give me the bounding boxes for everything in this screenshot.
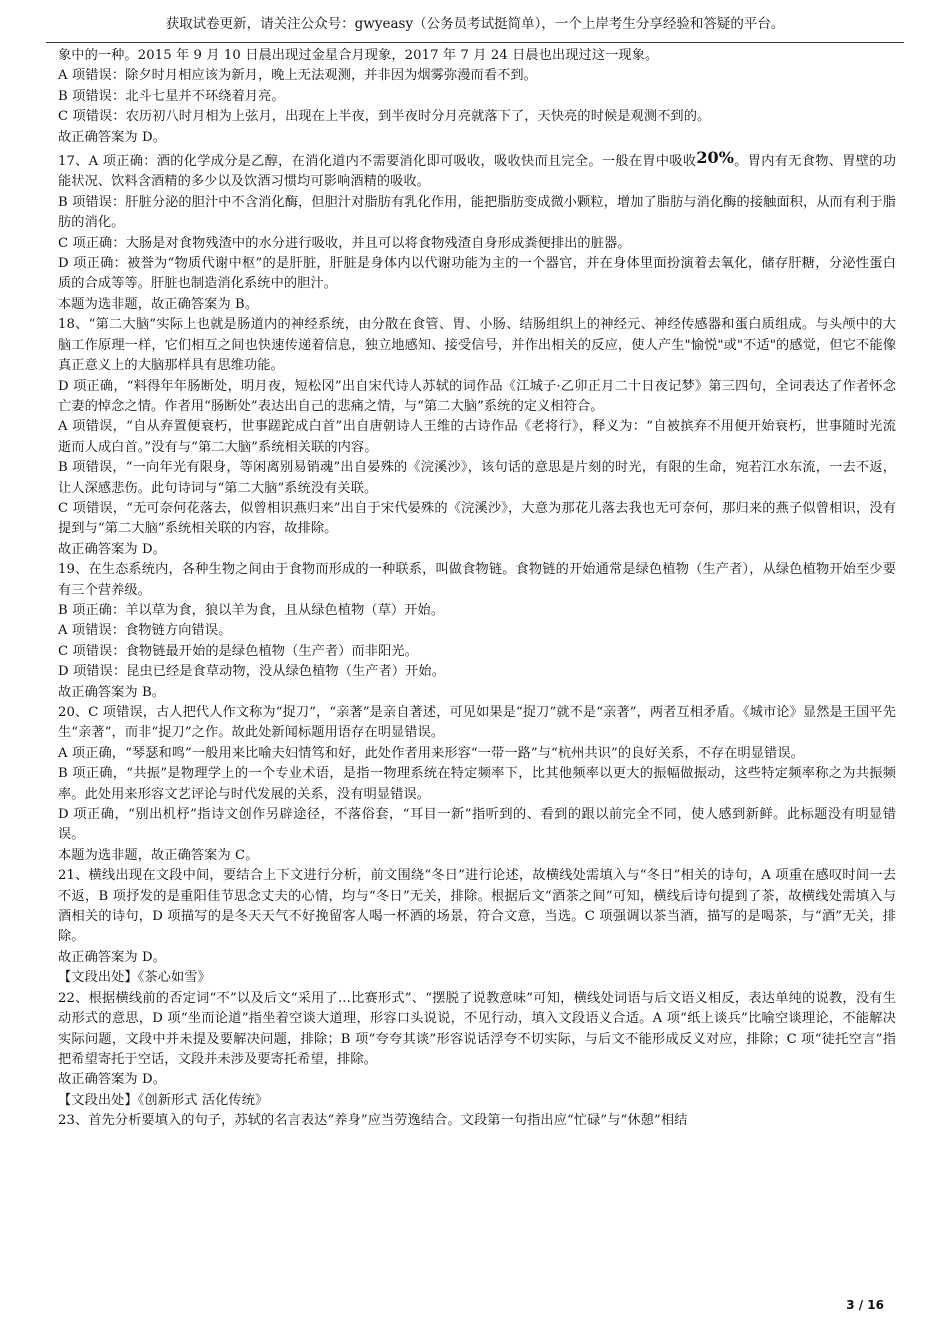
paragraph: B 项错误，“一向年光有限身，等闲离别易销魂”出自晏殊的《浣溪沙》，该句话的意思是片刻的时光，有限的生命，宛若江水东流，一去不返，让人深感悲伤。此句诗词与“第二大脑”系统没有关联。 (58, 460, 896, 496)
paragraph: 故正确答案为 B。 (58, 684, 166, 700)
paragraph: B 项正确：羊以草为食，狼以羊为食，且从绿色植物（草）开始。 (58, 602, 445, 618)
paragraph: B 项正确，“共振”是物理学上的一个专业术语，是指一物理系统在特定频率下，比其他频率以更大的振幅做振动，这些特定频率称之为共振频率。此处用来形容文艺评论与时代发展的关系，没有明显错误。 (58, 766, 896, 802)
header-divider (46, 42, 904, 43)
paragraph: B 项错误：北斗七星并不环绕着月亮。 (58, 88, 285, 104)
paragraph: 【文段出处】《茶心如雪》 (58, 970, 211, 986)
paragraph: A 项错误：食物链方向错误。 (58, 623, 232, 639)
paragraph: 21、横线出现在文段中间，要结合上下文进行分析，前文围绕“冬日”进行论述，故横线处需填入与“冬日”相关的诗句，A 项重在感叹时间一去不返，B 项抒发的是重阳佳节思念丈夫的心情，均与“冬日”无关，排除。根据后文“酒茶之间”可知，横线后诗句提到了茶，故横线处需填入与酒相关的诗句，D 项描写的是冬天天气不好挽留客人喝一杯酒的场景，符合文意，当选。C 项强调以茶当酒，描写的是喝茶，与“酒”无关，排除。 (58, 868, 896, 945)
paragraph: 故正确答案为 D。 (58, 129, 166, 145)
percent-figure: 20% (696, 148, 735, 168)
paragraph: C 项错误，“无可奈何花落去，似曾相识燕归来”出自于宋代晏殊的《浣溪沙》，大意为那花儿落去我也无可奈何，那归来的燕子似曾相识，没有提到与“第二大脑”系统相关联的内容，故排除。 (58, 500, 896, 537)
paragraph: D 项错误：昆虫已经是食草动物，没从绿色植物（生产者）开始。 (58, 664, 446, 680)
paragraph: A 项正确，“琴瑟和鸣”一般用来比喻夫妇情笃和好，此处作者用来形容“一带一路”与“杭州共识”的良好关系，不存在明显错误。 (58, 745, 804, 761)
paragraph: 【文段出处】《创新形式 活化传统》 (58, 1092, 269, 1108)
paragraph: 22、根据横线前的否定词“不”以及后文“采用了...比赛形式”、“摆脱了说教意味”可知，横线处词语与后文语义相反，表达单纯的说教，没有生动形式的意思，D 项“坐而论道”指坐着空谈大道理，形容口头说说，不见行动，填入文段语义合适。A 项“纸上谈兵”比喻空谈理论，不能解决实际问题，文段中并未提及要解决问题，排除；B 项“夸夸其谈”形容说话浮夸不切实际，与后文不能形成反义对应，排除；C 项“徒托空言”指把希望寄托于空话，文段并未涉及要寄托希望，排除。 (58, 990, 896, 1067)
document-body (58, 46, 896, 1132)
paragraph: C 项错误：农历初八时月相为上弦月，出现在上半夜，到半夜时分月亮就落下了，天快亮的时候是观测不到的。 (58, 109, 711, 125)
paragraph: B 项错误：肝脏分泌的胆汁中不含消化酶，但胆汁对脂肪有乳化作用，能把脂肪变成微小颗粒，增加了脂肪与消化酶的接触面积，从而有利于脂肪的消化。 (58, 194, 896, 231)
paragraph: D 项正确，“别出机杼”指诗文创作另辟途径，不落俗套，“耳目一新”指听到的、看到的跟以前完全不同，使人感到新鲜。此标题没有明显错误。 (58, 807, 896, 843)
page-number: 3 / 16 (846, 1298, 884, 1312)
paragraph: 象中的一种。2015 年 9 月 10 日晨出现过金星合月现象，2017 年 7 月 24 日晨也出现过这一现象。 (58, 48, 659, 63)
page-header: 获取试卷更新，请关注公众号：gwyeasy（公务员考试挺简单），一个上岸考生分享经验和答疑的平台。 (165, 16, 785, 32)
paragraph: D 项正确：被誉为“物质代谢中枢”的是肝脏，肝脏是身体内以代谢功能为主的一个器官，并在身体里面扮演着去氧化，储存肝糖，分泌性蛋白质的合成等等。肝脏也制造消化系统中的胆汁。 (58, 256, 896, 292)
paragraph: 20、C 项错误，古人把代人作文称为“捉刀”，“亲著”是亲自著述，可见如果是“捉刀”就不是“亲著”，两者互相矛盾。《城市论》显然是王国平先生“亲著”，而非“捉刀”之作。故此处新闻标题用语存在明显错误。 (58, 705, 896, 741)
paragraph: 故正确答案为 D。 (58, 1072, 166, 1088)
paragraph: 本题为选非题，故正确答案为 B。 (58, 296, 259, 312)
paragraph: 18、“第二大脑”实际上也就是肠道内的神经系统，由分散在食管、胃、小肠、结肠组织上的神经元、神经传感器和蛋白质组成。与头颅中的大脑工作原理一样，它们相互之间也快速传递着信息，独立地感知、接受信号，并作出相关的反应，使人产生"愉悦"或"不适"的感觉，但它不能像真正意义上的大脑那样具有思维功能。 (58, 317, 896, 374)
paragraph: 故正确答案为 D。 (58, 541, 166, 557)
paragraph: 本题为选非题，故正确答案为 C。 (58, 847, 259, 863)
paragraph: 23、首先分析要填入的句子，苏轼的名言表达“养身”应当劳逸结合。文段第一句指出应“忙碌”与“休憩”相结 (58, 1113, 688, 1129)
paragraph: C 项正确：大肠是对食物残渣中的水分进行吸收，并且可以将食物残渣自身形成粪便排出的脏器。 (58, 235, 631, 251)
paragraph: 17、A 项正确：酒的化学成分是乙醇，在消化道内不需要消化即可吸收，吸收快而且完全。一般在胃中吸收20%。胃内有无食物、胃壁的功能状况、饮料含酒精的多少以及饮酒习惯均可影响酒精的吸收。 (58, 148, 896, 190)
paragraph: 故正确答案为 D。 (58, 949, 166, 965)
paragraph: A 项错误，“自从弃置便衰朽，世事蹉跎成白首”出自唐朝诗人王维的古诗作品《老将行》，释义为：“自被摈弃不用便开始衰朽，世事随时光流逝而人成白首。”没有与“第二大脑”系统相关联的内容。 (58, 419, 896, 455)
paragraph: C 项错误：食物链最开始的是绿色植物（生产者）而非阳光。 (58, 643, 418, 659)
paragraph: 19、在生态系统内，各种生物之间由于食物而形成的一种联系，叫做食物链。食物链的开始通常是绿色植物（生产者），从绿色植物开始至少要有三个营养级。 (58, 562, 896, 598)
paragraph: D 项正确，“料得年年肠断处，明月夜，短松冈”出自宋代诗人苏轼的词作品《江城子·乙卯正月二十日夜记梦》第三四句，全词表达了作者怀念亡妻的悼念之情。作者用“肠断处”表达出自己的悲痛之情，与“第二大脑”系统的定义相符合。 (58, 378, 896, 414)
paragraph: A 项错误：除夕时月相应该为新月，晚上无法观测，并非因为烟雾弥漫而看不到。 (58, 68, 537, 84)
